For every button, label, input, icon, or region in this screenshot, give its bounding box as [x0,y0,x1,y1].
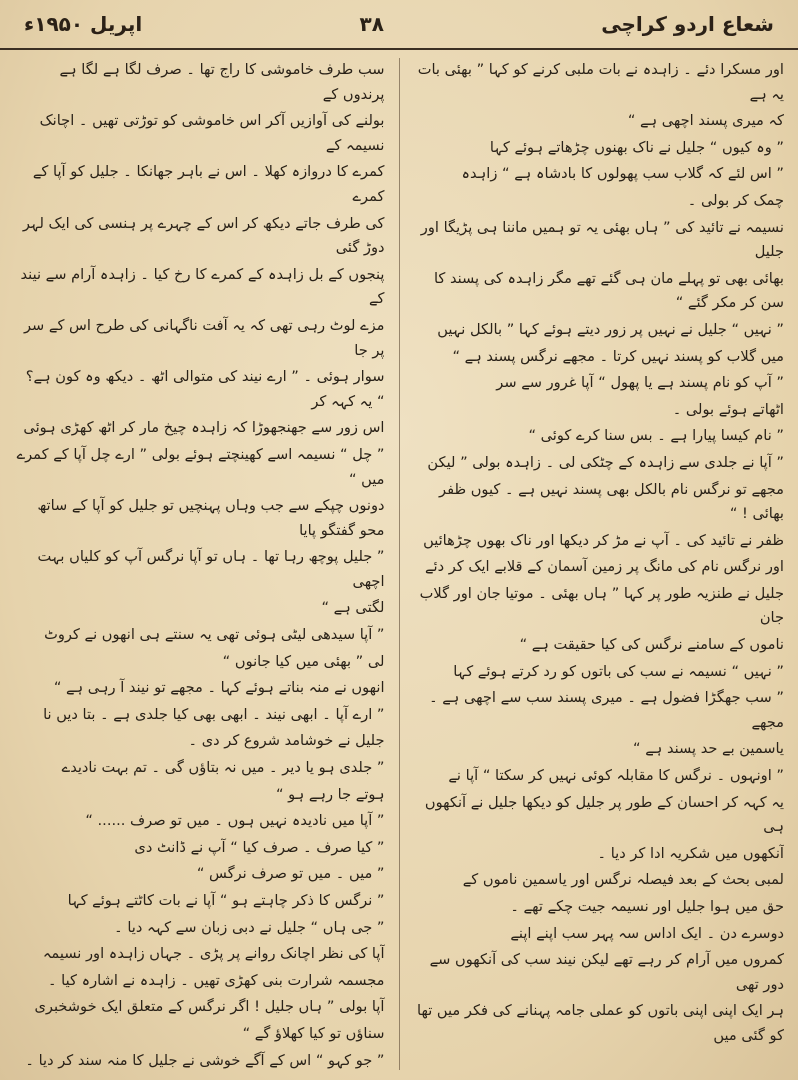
text-line: ” نام کیسا پیارا ہے ۔ بس سنا کرے کوئی “ [528,427,784,445]
text-line: ” نہیں “ جلیل نے نہیں پر زور دیتے ہوئے کہا ” بالکل نہیں [437,320,784,338]
text-line: اور مسکرا دئے ۔ زاہدہ نے بات ملبی کرنے کو کہا ” بھئی بات یہ ہے [417,61,784,103]
text-columns [14,58,784,1070]
text-line: دونوں چپکے سے جب وہاں پہنچیں تو جلیل کو آپا کے ساتھ محو گفتگو پایا [37,497,385,539]
text-line: ” جلیل پوچھ رہا تھا ۔ ہاں تو آپا نرگس آپ کو کلیاں بہت اچھی [37,548,385,590]
text-line: ناموں کے سامنے نرگس کی کیا حقیقت ہے “ [519,636,784,654]
text-line: بھائی بھی تو پہلے مان ہی گئے تھے مگر زاہدہ کی پسند کا سن کر مکر گئے “ [433,269,784,312]
text-line: ” ارے آپا ۔ ابھی نیند ۔ ابھی بھی کیا جلدی ہے ۔ بتا دیں نا [43,705,385,723]
text-line: سب طرف خاموشی کا راج تھا ۔ صرف لگا ہے لگا ہے پرندوں کے [59,61,385,103]
column-divider [399,58,400,1070]
text-line: لگتی ہے “ [321,599,385,617]
left-column [14,58,385,1070]
text-line: مزے لوٹ رہی تھی کہ یہ آفت ناگہانی کی طرح اس کے سر پر جا [23,316,385,359]
text-line: ” آپا میں نادیدہ نہیں ہوں ۔ میں تو صرف ...... “ [85,812,385,830]
text-line: ” وہ کیوں “ جلیل نے ناک بھنوں چڑھاتے ہوئے کہا [489,138,784,156]
text-line: لمبی بحث کے بعد فیصلہ نرگس اور یاسمین ناموں کے [462,871,784,889]
journal-title: شعاع اردو کراچی [601,12,774,36]
text-line: کہ میری پسند اچھی ہے “ [627,112,784,130]
text-line: بولنے کی آوازیں آکر اس خاموشی کو توڑتی تھیں ۔ اچانک نسیمہ کے [39,112,385,154]
text-line: ” چل “ نسیمہ اسے کھینچتے ہوئے بولی ” ارے چل آپا کے کمرے میں “ [16,445,385,488]
text-line: میں گلاب کو پسند نہیں کرتا ۔ مجھے نرگس پسند ہے “ [452,347,784,365]
text-line: چمک کر بولی ۔ [687,191,784,209]
text-line: سوار ہوئی ۔ ” ارے نیند کی متوالی اٹھ ۔ دیکھ وہ کون ہے؟ “ یہ کہہ کر [25,368,385,410]
text-line: ہر ایک اپنی اپنی باتوں کو عملی جامہ پہنانے کی فکر میں تھا کو گئی میں [417,1002,784,1044]
text-line: ” نہیں “ نسیمہ نے سب کی باتوں کو رد کرتے ہوئے کہا [453,662,784,680]
issue-date: اپریل ۱۹۵۰ء [24,12,143,36]
page-header [0,0,798,50]
text-line: ” سب جھگڑا فضول ہے ۔ میری پسند سب سے اچھی ہے ۔ مجھے [429,689,784,731]
page-number: ۳۸ [359,12,384,36]
text-line: یہ کہہ کر احسان کے طور پر جلیل کو دیکھا جلیل نے آنکھوں ہی [424,793,784,836]
text-line: ہوتے جا رہے ہو “ [275,785,385,803]
text-line: کی طرف جاتے دیکھ کر اس کے چہرے پر ہنسی کی ایک لہر دوڑ گئی [22,214,385,257]
text-line: اور نرگس نام کی مانگ پر زمین آسمان کے قلابے ایک کر دئے [425,558,784,576]
text-line: ” جو کہو “ اس کے آگے خوشی نے جلیل کا منہ سند کر دیا ۔ [25,1051,385,1069]
text-line: ” آپا سیدھی لیٹی ہوئی تھی یہ سنتے ہی انھوں نے کروٹ [44,626,385,644]
text-line: حق میں ہوا جلیل اور نسیمہ جیت چکے تھے ۔ [510,898,784,915]
text-line: مجسمہ شرارت بنی کھڑی تھیں ۔ زاہدہ نے اشارہ کیا ۔ [47,971,385,989]
text-line: مجھے تو نرگس نام بالکل بھی پسند نہیں ہے ۔ کیوں ظفر بھائی ! “ [439,480,784,523]
text-line: ” جلدی ہو یا دیر ۔ میں نہ بتاؤں گی ۔ تم بہت نادیدے [61,759,385,777]
text-line: دوسرے دن ۔ ایک اداس سہ پہر سب اپنے اپنے [510,924,784,942]
text-line: انھوں نے منہ بناتے ہوئے کہا ۔ مجھے تو نیند آ رہی ہے “ [53,679,385,697]
text-line: ” آپا نے جلدی سے زاہدہ کے چٹکی لی ۔ زاہدہ بولی ” لیکن [427,453,784,471]
text-line: اٹھاتے ہوئے بولی ۔ [672,400,784,418]
text-line: ” اس لئے کہ گلاب سب پھولوں کا بادشاہ ہے “ زاہدہ [461,165,784,183]
text-line: ” نرگس کا ذکر چاہتے ہو “ آپا نے بات کاٹتے ہوئے کہا [67,892,385,909]
text-line: آپا کی نظر اچانک روانے پر پڑی ۔ جہاں زاہدہ اور نسیمہ [42,945,385,963]
text-line: ” اونہوں ۔ نرگس کا مقابلہ کوئی نہیں کر سکتا “ آپا نے [448,767,784,785]
text-line: اس زور سے جھنجھوڑا کہ زاہدہ چیخ مار کر اٹھ کھڑی ہوئی [23,419,385,437]
text-line: سناؤں تو کیا کھلاؤ گے “ [242,1024,385,1042]
text-line: ظفر نے تائید کی ۔ آپ نے مڑ کر دیکھا اور ناک بھوں چڑھائیں [423,531,784,549]
text-line: یاسمین بے حد پسند ہے “ [633,740,784,758]
text-line: پنجوں کے بل زاہدہ کے کمرے کا رخ کیا ۔ زاہدہ آرام سے نیند کے [20,265,385,308]
text-line: لی ” بھئی میں کیا جانوں “ [222,652,385,670]
text-line: جلیل نے طنزیہ طور پر کہا ” ہاں بھئی ۔ موتیا جان اور گلاب جان [419,584,784,627]
right-column [414,58,785,1070]
text-line: ” آپ کو نام پسند ہے یا پھول “ آپا غرور سے سر [496,374,784,392]
text-line: ” کیا صرف ۔ صرف کیا “ آپ نے ڈانٹ دی [134,838,385,856]
text-line: ” میں ۔ میں تو صرف نرگس “ [196,865,385,883]
text-line: ” جی ہاں “ جلیل نے دبی زبان سے کہہ دیا ۔ [114,918,385,936]
text-line: جلیل نے خوشامد شروع کر دی ۔ [188,732,385,750]
text-line: آنکھوں میں شکریہ ادا کر دیا ۔ [597,844,784,862]
text-line: کمروں میں آرام کر رہے تھے لیکن نیند سب کی آنکھوں سے دور تھی [429,951,784,993]
text-line: کمرے کا دروازہ کھلا ۔ اس نے باہر جھانکا ۔ جلیل کو آپا کے کمرے [32,163,385,205]
text-line: نسیمہ نے تائید کی ” ہاں بھئی یہ تو ہمیں ماننا ہی پڑیگا اور جلیل [420,218,784,261]
text-line: آپا بولی ” ہاں جلیل ! اگر نرگس کے متعلق ایک خوشخبری [34,998,385,1016]
